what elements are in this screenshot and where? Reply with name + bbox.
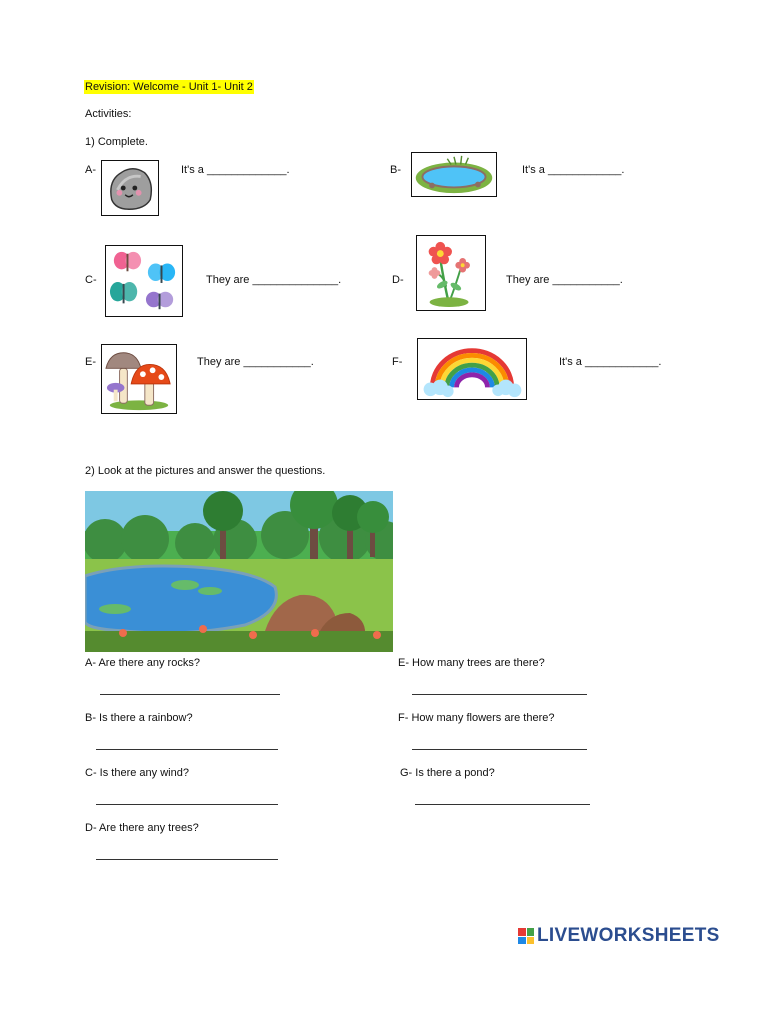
- logo-square: [527, 928, 535, 936]
- logo-square: [527, 937, 535, 945]
- item-b-letter: B-: [390, 164, 401, 176]
- answer-line-g[interactable]: [415, 804, 590, 805]
- rainbow-icon: [417, 338, 527, 400]
- answer-line-d[interactable]: [96, 859, 278, 860]
- worksheet-title: Revision: Welcome - Unit 1- Unit 2: [85, 81, 253, 93]
- butterflies-icon: [105, 245, 183, 317]
- rock-icon: [101, 160, 159, 216]
- flowers-icon: [416, 235, 486, 311]
- item-a-letter: A-: [85, 164, 96, 176]
- item-e-letter: E-: [85, 356, 96, 368]
- logo-grid-icon: [518, 928, 534, 944]
- item-f-sentence: It's a ____________.: [559, 356, 662, 368]
- question-g: G- Is there a pond?: [400, 767, 495, 779]
- question-c: C- Is there any wind?: [85, 767, 189, 779]
- answer-line-c[interactable]: [96, 804, 278, 805]
- mushrooms-icon: [101, 344, 177, 414]
- item-f-letter: F-: [392, 356, 403, 368]
- logo-text: LIVEWORKSHEETS: [537, 925, 720, 946]
- section1-heading: 1) Complete.: [85, 136, 148, 148]
- question-a: A- Are there any rocks?: [85, 657, 200, 669]
- item-d-sentence: They are ___________.: [506, 274, 623, 286]
- answer-line-e[interactable]: [412, 694, 587, 695]
- item-b-sentence: It's a ____________.: [522, 164, 625, 176]
- question-f: F- How many flowers are there?: [398, 712, 555, 724]
- answer-line-a[interactable]: [100, 694, 280, 695]
- park-scene-image: [85, 491, 393, 652]
- answer-line-f[interactable]: [412, 749, 587, 750]
- logo-square: [518, 937, 526, 945]
- section2-heading: 2) Look at the pictures and answer the questions.: [85, 465, 326, 477]
- item-c-sentence: They are ______________.: [206, 274, 342, 286]
- item-e-sentence: They are ___________.: [197, 356, 314, 368]
- item-a-sentence: It's a _____________.: [181, 164, 290, 176]
- pond-icon: [411, 152, 497, 197]
- logo-square: [518, 928, 526, 936]
- answer-line-b[interactable]: [96, 749, 278, 750]
- item-d-letter: D-: [392, 274, 404, 286]
- activities-label: Activities:: [85, 108, 132, 120]
- liveworksheets-logo[interactable]: [518, 924, 720, 948]
- question-e: E- How many trees are there?: [398, 657, 545, 669]
- question-b: B- Is there a rainbow?: [85, 712, 193, 724]
- item-c-letter: C-: [85, 274, 97, 286]
- question-d: D- Are there any trees?: [85, 822, 199, 834]
